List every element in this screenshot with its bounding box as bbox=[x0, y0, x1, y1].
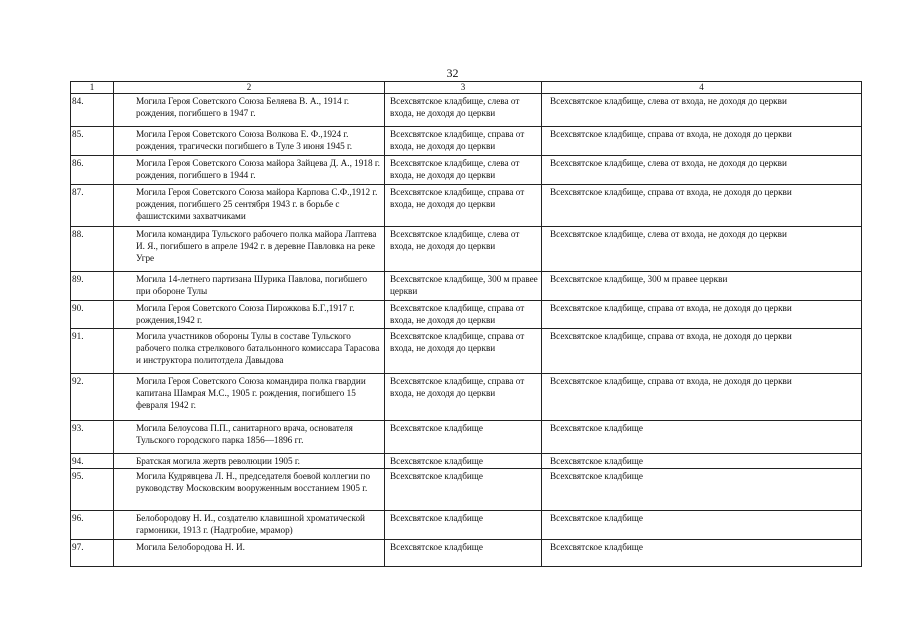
table-row bbox=[71, 94, 862, 127]
monument-location: Всехсвятское кладбище, справа от входа, не доходя до церкви bbox=[385, 301, 542, 329]
row-number: 95. bbox=[71, 469, 114, 511]
row-number: 94. bbox=[71, 454, 114, 469]
table-header-row bbox=[71, 82, 862, 94]
monument-location-detail: Всехсвятское кладбище bbox=[542, 454, 862, 469]
row-number: 97. bbox=[71, 540, 114, 567]
table-row bbox=[71, 374, 862, 421]
table-row bbox=[71, 421, 862, 454]
column-header-4: 4 bbox=[542, 82, 862, 94]
monument-location-detail: Всехсвятское кладбище, справа от входа, не доходя до церкви bbox=[542, 185, 862, 227]
monument-name: Могила Героя Советского Союза Беляева В. А., 1914 г. рождения, погибшего в 1947 г. bbox=[114, 94, 385, 127]
table-row bbox=[71, 227, 862, 272]
monument-location-detail: Всехсвятское кладбище, справа от входа, не доходя до церкви bbox=[542, 329, 862, 374]
monument-name: Могила Героя Советского Союза майора Зайцева Д. А., 1918 г. рождения, погибшего в 1944 г. bbox=[114, 156, 385, 185]
row-number: 96. bbox=[71, 511, 114, 540]
monument-location-detail: Всехсвятское кладбище, слева от входа, не доходя до церкви bbox=[542, 156, 862, 185]
monument-location: Всехсвятское кладбище, справа от входа, не доходя до церкви bbox=[385, 329, 542, 374]
monument-location: Всехсвятское кладбище, справа от входа, не доходя до церкви bbox=[385, 127, 542, 156]
monument-location-detail: Всехсвятское кладбище bbox=[542, 469, 862, 511]
monument-location: Всехсвятское кладбище, справа от входа, не доходя до церкви bbox=[385, 374, 542, 421]
monument-name: Могила участников обороны Тулы в составе Тульского рабочего полка стрелкового батальонного комиссара Тарасова и инструктора политотдела Давыдова bbox=[114, 329, 385, 374]
monument-name: Белобородову Н. И., создателю клавишной хроматической гармоники, 1913 г. (Надгробие, мрамор) bbox=[114, 511, 385, 540]
monument-location: Всехсвятское кладбище, слева от входа, не доходя до церкви bbox=[385, 227, 542, 272]
table-row bbox=[71, 185, 862, 227]
monument-location: Всехсвятское кладбище bbox=[385, 454, 542, 469]
monuments-table bbox=[70, 81, 862, 567]
table-row bbox=[71, 156, 862, 185]
table-row bbox=[71, 127, 862, 156]
table-row bbox=[71, 329, 862, 374]
monument-name: Могила Героя Советского Союза Волкова Е. Ф.,1924 г. рождения, трагически погибшего в Туле 3 июня 1945 г. bbox=[114, 127, 385, 156]
row-number: 91. bbox=[71, 329, 114, 374]
row-number: 88. bbox=[71, 227, 114, 272]
monument-name: Братская могила жертв революции 1905 г. bbox=[114, 454, 385, 469]
monument-location-detail: Всехсвятское кладбище bbox=[542, 540, 862, 567]
table-row bbox=[71, 540, 862, 567]
monument-location-detail: Всехсвятское кладбище, 300 м правее церкви bbox=[542, 272, 862, 301]
monument-name: Могила Героя Советского Союза командира полка гвардии капитана Шамрая М.С., 1905 г. рождения, погибшего 15 февраля 1942 г. bbox=[114, 374, 385, 421]
monument-location-detail: Всехсвятское кладбище, справа от входа, не доходя до церкви bbox=[542, 374, 862, 421]
page-number: 32 bbox=[446, 66, 459, 80]
monument-location-detail: Всехсвятское кладбище, справа от входа, не доходя до церкви bbox=[542, 127, 862, 156]
monument-name: Могила Героя Советского Союза майора Карпова С.Ф.,1912 г. рождения, погибшего 25 сентября 1943 г. в борьбе с фашистскими захватчиками bbox=[114, 185, 385, 227]
monument-location-detail: Всехсвятское кладбище, слева от входа, не доходя до церкви bbox=[542, 227, 862, 272]
table-row bbox=[71, 454, 862, 469]
row-number: 92. bbox=[71, 374, 114, 421]
row-number: 90. bbox=[71, 301, 114, 329]
row-number: 85. bbox=[71, 127, 114, 156]
monument-name: Могила Кудрявцева Л. Н., председателя боевой коллегии по руководству Московским вооруженным восстанием 1905 г. bbox=[114, 469, 385, 511]
column-header-1: 1 bbox=[71, 82, 114, 94]
monument-name: Могила Белобородова Н. И. bbox=[114, 540, 385, 567]
monument-location: Всехсвятское кладбище, 300 м правее церкви bbox=[385, 272, 542, 301]
monument-location: Всехсвятское кладбище, справа от входа, не доходя до церкви bbox=[385, 185, 542, 227]
monument-location: Всехсвятское кладбище, слева от входа, не доходя до церкви bbox=[385, 94, 542, 127]
table-row bbox=[71, 469, 862, 511]
row-number: 86. bbox=[71, 156, 114, 185]
monument-location: Всехсвятское кладбище, слева от входа, не доходя до церкви bbox=[385, 156, 542, 185]
monument-location: Всехсвятское кладбище bbox=[385, 469, 542, 511]
monument-name: Могила командира Тульского рабочего полка майора Лаптева И. Я., погибшего в апреле 1942 г. в деревне Павловка на реке Угре bbox=[114, 227, 385, 272]
monument-name: Могила 14-летнего партизана Шурика Павлова, погибшего при обороне Тулы bbox=[114, 272, 385, 301]
table-row bbox=[71, 511, 862, 540]
column-header-3: 3 bbox=[385, 82, 542, 94]
table-row bbox=[71, 272, 862, 301]
monument-location-detail: Всехсвятское кладбище, слева от входа, не доходя до церкви bbox=[542, 94, 862, 127]
row-number: 84. bbox=[71, 94, 114, 127]
row-number: 87. bbox=[71, 185, 114, 227]
monument-location: Всехсвятское кладбище bbox=[385, 540, 542, 567]
monument-location-detail: Всехсвятское кладбище bbox=[542, 421, 862, 454]
monument-location-detail: Всехсвятское кладбище, справа от входа, не доходя до церкви bbox=[542, 301, 862, 329]
monument-location: Всехсвятское кладбище bbox=[385, 511, 542, 540]
monument-location: Всехсвятское кладбище bbox=[385, 421, 542, 454]
row-number: 89. bbox=[71, 272, 114, 301]
table-row bbox=[71, 301, 862, 329]
row-number: 93. bbox=[71, 421, 114, 454]
monument-location-detail: Всехсвятское кладбище bbox=[542, 511, 862, 540]
monument-name: Могила Героя Советского Союза Пирожкова Б.Г.,1917 г. рождения,1942 г. bbox=[114, 301, 385, 329]
column-header-2: 2 bbox=[114, 82, 385, 94]
monument-name: Могила Белоусова П.П., санитарного врача, основателя Тульского городского парка 1856—1896 гг. bbox=[114, 421, 385, 454]
